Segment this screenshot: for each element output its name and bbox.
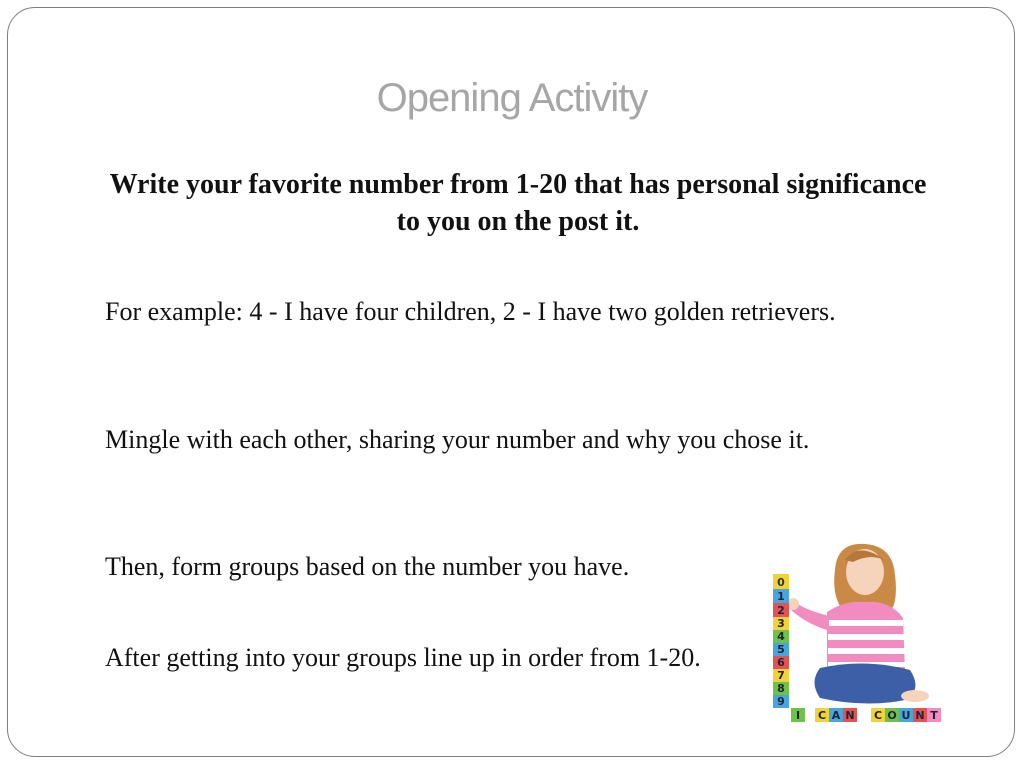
svg-text:1: 1 [777, 590, 785, 603]
svg-text:O: O [887, 709, 897, 722]
svg-text:N: N [845, 709, 855, 722]
mingle-paragraph: Mingle with each other, sharing your number and why you chose it. [105, 425, 810, 454]
svg-text:C: C [873, 709, 883, 722]
girl-counting-blocks-image [765, 540, 950, 730]
svg-text:2: 2 [777, 604, 785, 617]
line-up-paragraph: After getting into your groups line up in order from 1-20. [105, 643, 701, 672]
girl-with-counting-blocks-icon [765, 540, 950, 730]
horizontal-letter-blocks [791, 708, 941, 722]
svg-text:I: I [795, 709, 801, 722]
instruction-text: Write your favorite number from 1-20 that has personal significance to you on the post it. [109, 169, 927, 237]
svg-text:9: 9 [777, 695, 785, 708]
svg-text:3: 3 [777, 617, 785, 630]
groups-paragraph: Then, form groups based on the number you have. [105, 552, 630, 581]
vertical-number-blocks [773, 574, 789, 708]
svg-text:8: 8 [777, 682, 785, 695]
svg-text:C: C [817, 709, 827, 722]
svg-text:N: N [915, 709, 925, 722]
example-paragraph: For example: 4 - I have four children, 2 - I have two golden retrievers. [105, 297, 836, 326]
girl-illustration [787, 544, 929, 704]
svg-text:A: A [831, 709, 841, 722]
svg-text:U: U [901, 709, 911, 722]
svg-text:7: 7 [777, 669, 785, 682]
slide-title: Opening Activity [376, 76, 648, 120]
svg-text:5: 5 [777, 643, 785, 656]
svg-text:T: T [930, 709, 938, 722]
svg-text:4: 4 [777, 630, 785, 643]
svg-text:6: 6 [777, 656, 785, 669]
svg-text:0: 0 [777, 576, 785, 589]
